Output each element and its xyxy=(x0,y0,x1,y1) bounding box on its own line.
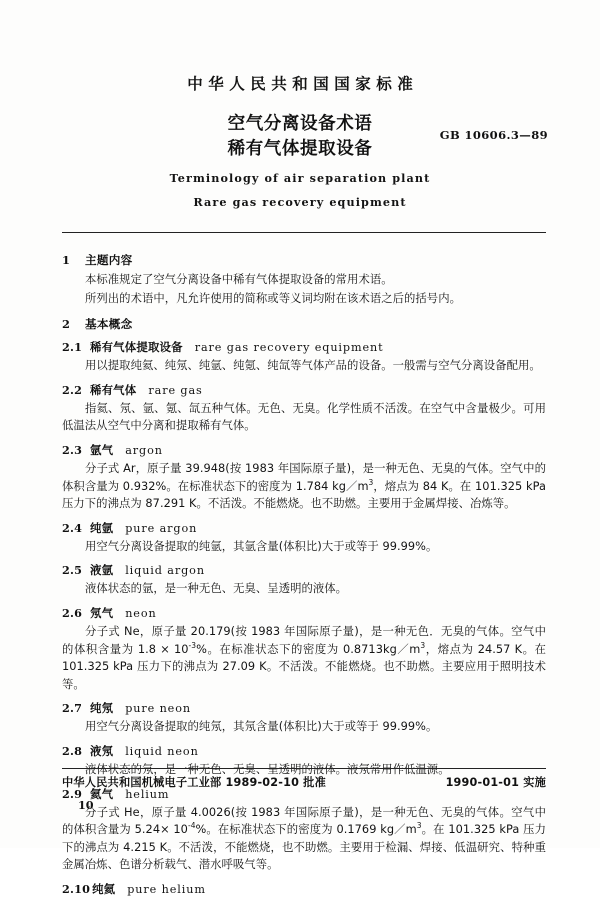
term-definition-part: 。在 101.325 kPa 压力下的沸点为 4.215 K。不活泼，不能燃烧，也不助燃。主要用于检漏、焊接、低温研究、特种重金属冶炼、色谱分析载气、潜水呼吸气等。 xyxy=(62,822,546,872)
term-name-en: helium xyxy=(125,787,170,801)
term-entry-heading xyxy=(62,562,546,578)
national-standard-masthead: 中华人民共和国国家标准 xyxy=(187,75,419,93)
term-number: 2.8 xyxy=(62,743,83,758)
term-name-cn: 氩气 xyxy=(90,442,114,457)
term-definition xyxy=(62,804,546,874)
header-divider-rule xyxy=(62,232,546,233)
term-name-cn: 液氖 xyxy=(90,743,114,758)
unit-exponent: 3 xyxy=(420,640,426,650)
term-definition-part: ，熔点为 84 K。在 101.325 kPa 压力下的沸点为 87.291 K。不活泼。不能燃烧。也不助燃。主要用于金属焊接、冶炼等。 xyxy=(62,478,546,511)
term-name-cn: 氖气 xyxy=(90,605,114,620)
term-definition: 用空气分离设备提取的纯氩，其氩含量(体积比)大于或等于 99.99%。 xyxy=(85,538,438,553)
section-1-number: 1 xyxy=(62,253,71,267)
term-definition xyxy=(62,623,546,693)
term-number: 2.6 xyxy=(62,605,83,620)
page-footer xyxy=(62,774,546,790)
term-number: 2.4 xyxy=(62,520,83,535)
page-number: 10 xyxy=(78,798,94,812)
footer-divider-rule xyxy=(62,768,546,769)
implementation-date: 1990-01-01 实施 xyxy=(445,776,546,789)
section-2-title: 基本概念 xyxy=(85,317,133,332)
term-definition-part: 分子式 He，原子量 4.0026(按 1983 年国际原子量)，是一种无色、无臭的气体。空气中的体积含量为 5.24× 10 xyxy=(62,804,546,837)
term-name-cn: 稀有气体 xyxy=(90,382,137,397)
term-number: 2.10 xyxy=(62,881,91,896)
section-1-paragraph-1: 本标准规定了空气分离设备中稀有气体提取设备的常用术语。 xyxy=(85,272,393,286)
value-exponent: -3 xyxy=(188,640,197,650)
term-name-en: liquid neon xyxy=(125,744,199,758)
section-heading-1 xyxy=(62,252,546,268)
term-definition: 指氦、氖、氩、氪、氙五种气体。无色、无臭。化学性质不活泼。在空气中含量极少。可用低温法从空气中分离和提取稀有气体。 xyxy=(62,400,546,433)
term-name-cn: 纯氩 xyxy=(90,520,114,535)
term-name-cn: 氦气 xyxy=(90,786,114,801)
term-name-en: liquid argon xyxy=(125,564,205,578)
term-name-en: rare gas xyxy=(148,383,203,397)
approval-statement: 中华人民共和国机械电子工业部 1989-02-10 批准 xyxy=(62,776,326,789)
section-1-title: 主题内容 xyxy=(85,253,133,267)
standard-number: GB 10606.3—89 xyxy=(439,128,548,142)
term-entry-heading xyxy=(62,520,546,536)
term-name-cn: 纯氦 xyxy=(92,881,116,896)
term-name-cn: 纯氖 xyxy=(90,701,114,716)
document-title-en-line2: Rare gas recovery equipment xyxy=(193,195,407,209)
term-number: 2.1 xyxy=(62,340,83,355)
value-exponent: -4 xyxy=(187,821,196,831)
term-name-en: pure neon xyxy=(125,702,191,716)
term-entry-heading xyxy=(62,743,546,759)
term-definition: 液体状态的氩，是一种无色、无臭、呈透明的液体。 xyxy=(85,581,348,596)
document-title-en-line1: Terminology of air separation plant xyxy=(169,171,431,185)
document-title-cn-line2: 稀有气体提取设备 xyxy=(227,139,373,159)
term-number: 2.9 xyxy=(62,786,83,801)
term-number: 2.3 xyxy=(62,442,83,457)
term-definition-part: %。在标准状态下的密度为 0.8713kg／m xyxy=(196,641,421,656)
term-definition-part: %。在标准状态下的密度为 0.1769 kg／m xyxy=(195,822,417,837)
term-name-en: argon xyxy=(125,443,163,457)
unit-exponent: 3 xyxy=(416,821,422,831)
masthead xyxy=(0,72,600,94)
term-entry-heading xyxy=(62,881,546,897)
term-entry-heading xyxy=(62,700,546,716)
term-definition-part: 分子式 Ne，原子量 20.179(按 1983 年国际原子量)，是一种无色．无臭的气体。空气中的体积含量为 1.8 × 10 xyxy=(62,623,546,656)
term-entry-heading xyxy=(62,339,546,355)
term-number: 2.5 xyxy=(62,563,83,578)
term-definition: 用以提取纯氦、纯氖、纯氩、纯氪、纯氙等气体产品的设备。一般需与空气分离设备配用。 xyxy=(85,358,541,373)
term-name-en: neon xyxy=(125,606,157,620)
term-definition-part: ，熔点为 24.57 K。在 101.325 kPa 压力下的沸点为 27.09 K。不活泼。不能燃烧。也不助燃。主要应用于照明技术等。 xyxy=(62,641,547,691)
term-name-en: pure argon xyxy=(125,521,198,535)
document-title-cn-line1: 空气分离设备术语 xyxy=(227,114,373,134)
term-name-cn: 液氩 xyxy=(90,563,114,578)
section-2-number: 2 xyxy=(62,317,71,332)
term-definition-part: 分子式 Ar，原子量 39.948(按 1983 年国际原子量)，是一种无色、无臭的气体。空气中的体积含量为 0.932%。在标准状态下的密度为 1.784 kg／m xyxy=(62,460,546,493)
term-definition xyxy=(62,460,546,513)
term-number: 2.7 xyxy=(62,701,83,716)
term-definition: 用空气分离设备提取的纯氖，其氖含量(体积比)大于或等于 99.99%。 xyxy=(85,719,438,734)
unit-exponent: 3 xyxy=(368,477,374,487)
term-definition: 液体状态的氖，是一种无色、无臭、呈透明的液体。液氖常用作低温源。 xyxy=(85,761,450,776)
term-entry-heading xyxy=(62,442,546,458)
section-1-paragraph-2: 所列出的术语中，凡允许使用的简称或等义词均附在该术语之后的括号内。 xyxy=(85,290,461,305)
term-number: 2.2 xyxy=(62,382,83,397)
term-name-en: rare gas recovery equipment xyxy=(194,341,384,355)
title-block xyxy=(0,112,600,210)
term-name-cn: 稀有气体提取设备 xyxy=(90,340,183,355)
document-body xyxy=(62,243,546,899)
term-name-en: pure helium xyxy=(127,882,206,896)
term-entry-heading xyxy=(62,382,546,398)
section-heading-2 xyxy=(62,316,546,332)
term-entry-heading xyxy=(62,605,546,621)
